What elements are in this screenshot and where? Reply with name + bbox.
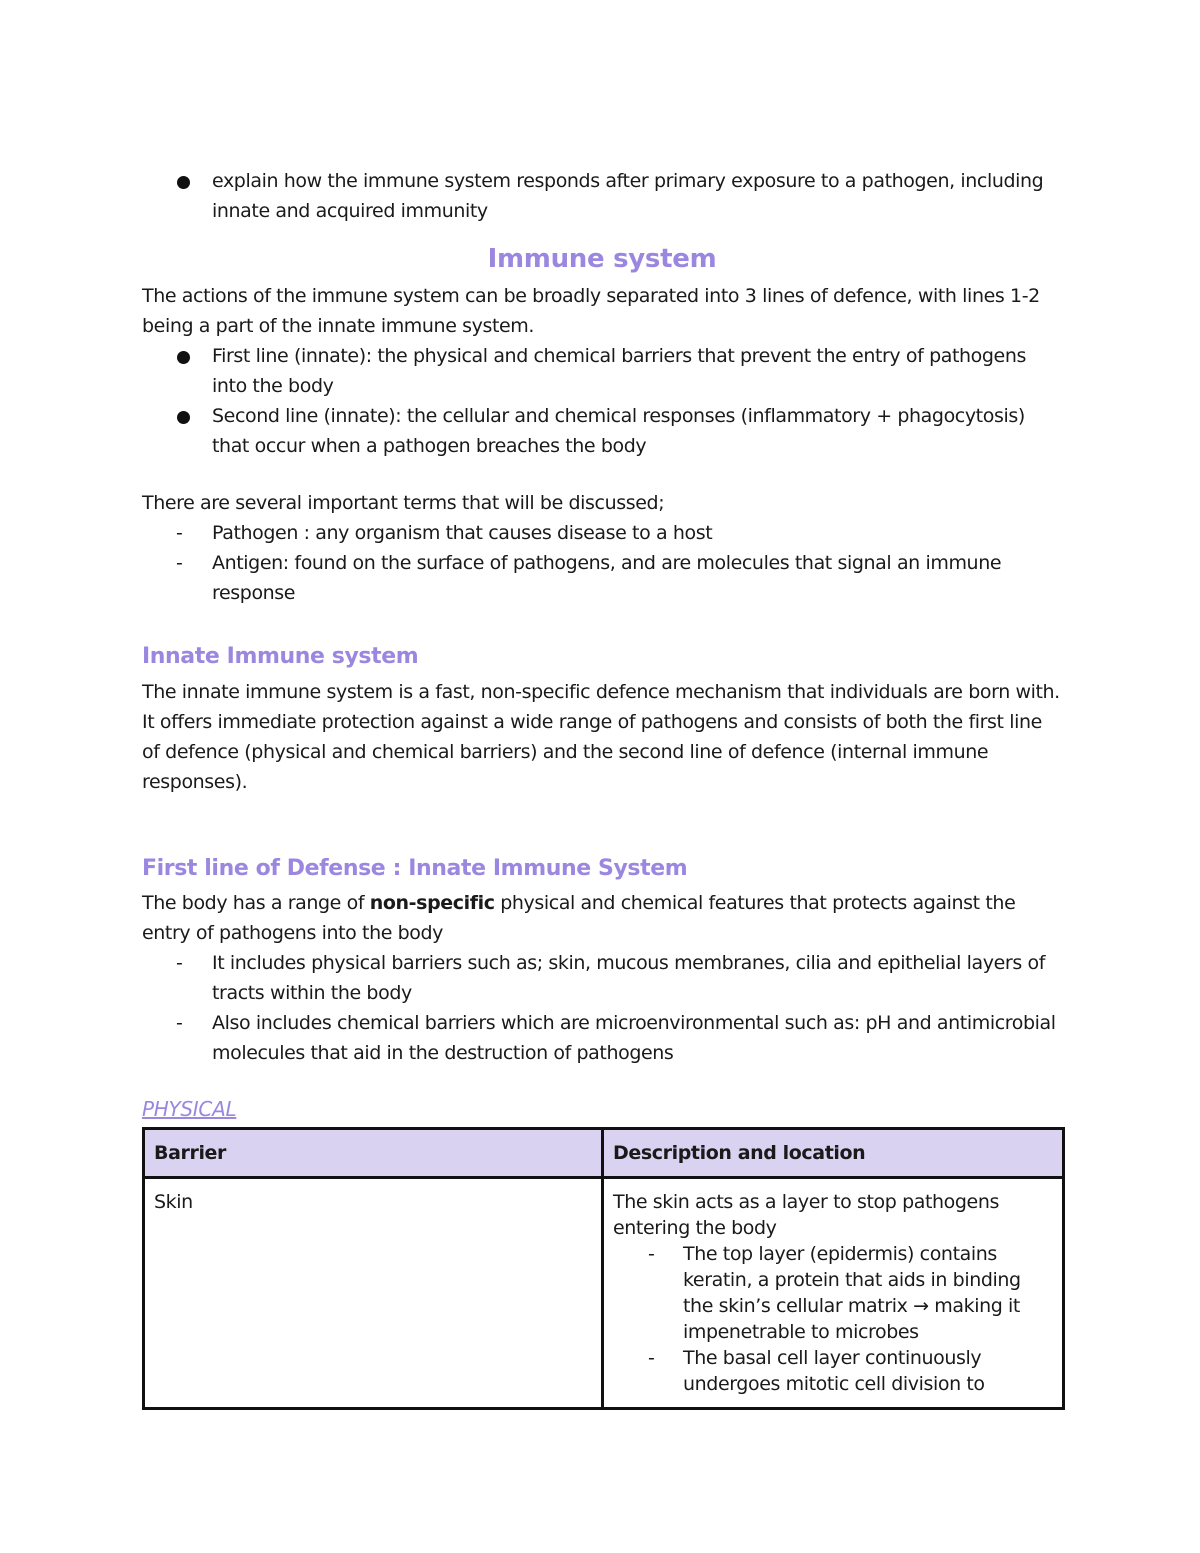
- defence-line-item: [142, 401, 1062, 461]
- bullet-dot-icon: [177, 176, 190, 189]
- bullet-dot-icon: [177, 411, 190, 424]
- term-text: Antigen: found on the surface of pathogens, and are molecules that signal an immune response: [212, 552, 1002, 604]
- physical-label: PHYSICAL: [142, 1097, 237, 1121]
- term-item: [142, 518, 1062, 548]
- dash-marker: -: [176, 522, 183, 544]
- dash-marker: -: [176, 1012, 183, 1034]
- first-line-section: [142, 856, 1062, 881]
- table-header-row: [144, 1129, 1064, 1178]
- immune-system-section: [142, 244, 1062, 274]
- barrier-cell: Skin: [144, 1178, 603, 1409]
- first-line-text-start: The body has a range of: [142, 892, 370, 914]
- physical-barriers-table: [142, 1127, 1065, 1410]
- description-point-text: The basal cell layer continuously undergoes mitotic cell division to: [683, 1347, 985, 1395]
- first-line-title: First line of Defense : Innate Immune System: [142, 856, 688, 881]
- description-point: [613, 1241, 1053, 1345]
- table-row: [144, 1178, 1064, 1409]
- dash-marker: -: [176, 552, 183, 574]
- defence-line-item: [142, 341, 1062, 401]
- immune-system-intro: The actions of the immune system can be broadly separated into 3 lines of defence, with lines 1-2 being a part of the innate immune system.: [142, 285, 1040, 337]
- barrier-type-item: [142, 1008, 1062, 1068]
- dash-marker: -: [176, 952, 183, 974]
- column-header-barrier: Barrier: [144, 1129, 603, 1178]
- innate-text: The innate immune system is a fast, non-specific defence mechanism that individuals are born with. It offers immediate protection against a wide range of pathogens and consists of both the first line of defence (physical and chemical barriers) and the second line of defence (internal immune responses).: [142, 681, 1060, 793]
- barrier-type-item: [142, 948, 1062, 1008]
- objective-text: explain how the immune system responds after primary exposure to a pathogen, including innate and acquired immunity: [212, 170, 1044, 222]
- term-text: Pathogen : any organism that causes disease to a host: [212, 522, 713, 544]
- immune-system-title: Immune system: [487, 244, 717, 274]
- description-point: [613, 1345, 1053, 1397]
- terms-intro: There are several important terms that will be discussed;: [142, 492, 665, 514]
- barrier-type-text: It includes physical barriers such as; skin, mucous membranes, cilia and epithelial layers of tracts within the body: [212, 952, 1045, 1004]
- dash-marker: -: [648, 1243, 655, 1265]
- barrier-type-text: Also includes chemical barriers which are microenvironmental such as: pH and antimicrobial molecules that aid in the destruction of pathogens: [212, 1012, 1056, 1064]
- immune-system-body: [142, 281, 1062, 461]
- bullet-dot-icon: [177, 351, 190, 364]
- innate-section: [142, 644, 1062, 669]
- objective-item: [142, 166, 1062, 226]
- first-line-text-bold: non-specific: [369, 892, 495, 914]
- terms-section: [142, 488, 1062, 608]
- objective-list: [142, 166, 1062, 226]
- description-intro: The skin acts as a layer to stop pathogens entering the body: [613, 1191, 999, 1239]
- physical-section: [142, 1097, 1062, 1121]
- description-cell: [603, 1178, 1064, 1409]
- innate-title: Innate Immune system: [142, 644, 419, 669]
- defence-line-text: Second line (innate): the cellular and chemical responses (inflammatory + phagocytosis) that occur when a pathogen breaches the body: [212, 405, 1025, 457]
- column-header-description: Description and location: [603, 1129, 1064, 1178]
- first-line-text-end: physical and chemical features that protects against the entry of pathogens into the body: [142, 892, 1016, 944]
- first-line-text: [142, 888, 1062, 948]
- first-line-body: [142, 888, 1062, 1068]
- dash-marker: -: [648, 1347, 655, 1369]
- innate-body: [142, 677, 1062, 797]
- description-point-text: The top layer (epidermis) contains keratin, a protein that aids in binding the skin’s cellular matrix → making it impenetrable to microbes: [683, 1243, 1021, 1343]
- defence-line-text: First line (innate): the physical and chemical barriers that prevent the entry of pathogens into the body: [212, 345, 1026, 397]
- term-item: [142, 548, 1062, 608]
